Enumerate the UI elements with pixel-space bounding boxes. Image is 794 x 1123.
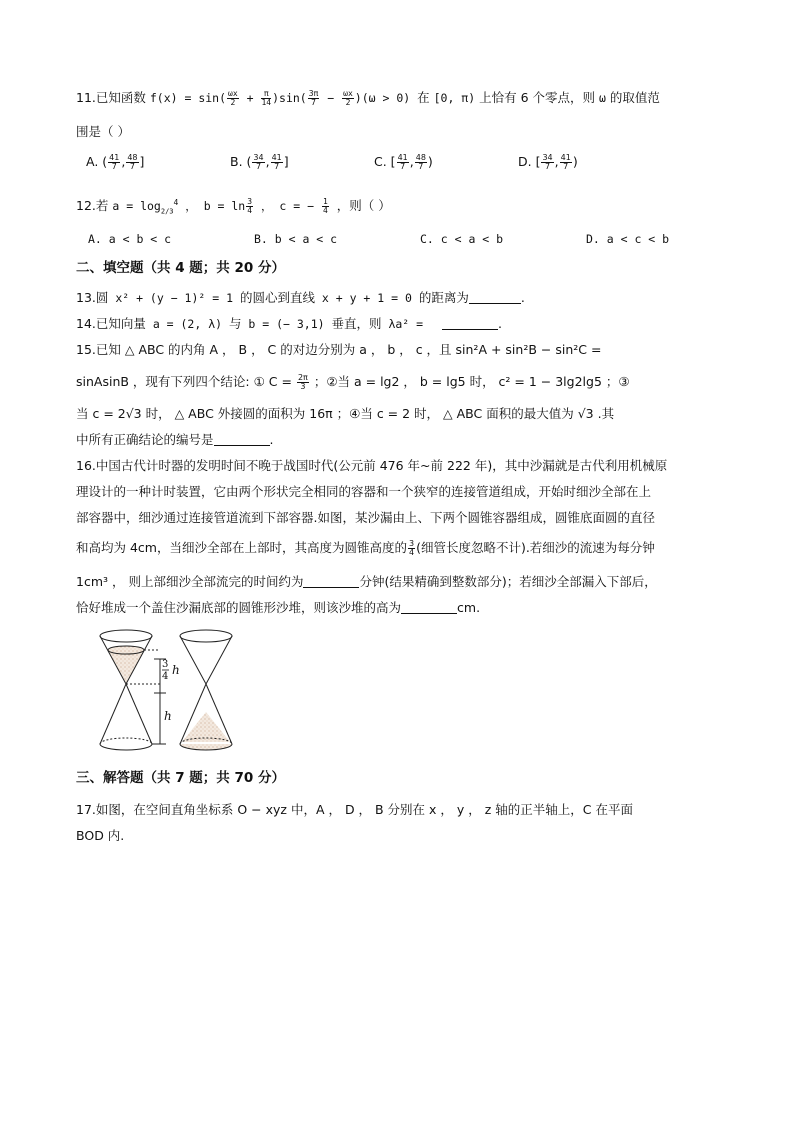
q12-option-d[interactable]: D. a < c < b xyxy=(586,232,670,246)
q11-function: f(x) = sin( $\frac{\omega x}{2}$ + $\frac{\pi}{14}$ )sin( $\frac{3\pi}{7}$ − $\frac{\omega x}{2}$ )(ω > 0) xyxy=(149,89,411,107)
section-fill-in-heading: 二、填空题（共 4 题；共 20 分） xyxy=(76,260,285,276)
q12-expressions: $a = \log_{2/3}^4$ ， b = ln $\frac{3}{4}$ ， c = − $\frac{1}{4}$ xyxy=(112,197,328,216)
answer-blank[interactable] xyxy=(214,433,270,446)
left-hourglass xyxy=(100,630,152,750)
q17-line2: BOD 内. xyxy=(76,828,125,843)
answer-blank[interactable] xyxy=(401,601,457,614)
q15-line4: 中所有正确结论的编号是 . xyxy=(76,432,274,447)
q12-option-b[interactable]: B. b < a < c xyxy=(254,232,338,246)
q15-line3: 当 c = 2√3 时， △ ABC 外接圆的面积为 16π ；④当 c = 2 时， △ ABC 面积的最大值为 √3 .其 xyxy=(76,406,615,421)
right-hourglass xyxy=(180,630,232,750)
frac: $\frac{\pi}{14}$ xyxy=(261,89,272,107)
q16-line6: 恰好堆成一个盖住沙漏底部的圆锥形沙堆，则该沙堆的高为 cm. xyxy=(76,600,481,615)
q11-option-d[interactable]: D. [ $\frac{34}{7}$ , $\frac{41}{7}$ ) xyxy=(518,153,578,171)
q15-line2: sinAsinB ，现有下列四个结论: ① C = $\frac{2\pi}{3}$ ；②当 a = lg2 ， b = lg5 时， c² = 1 − 3lg2lg5 ；③ xyxy=(76,373,630,391)
q16-line2: 理设计的一种计时装置，它由两个形状完全相同的容器和一个狭窄的连接管道组成，开始时细沙全部在上 xyxy=(76,484,652,499)
q15-line1: 15.已知 △ ABC 的内角 A ， B ， C 的对边分别为 a ， b ， c ，且 sin²A + sin²B − sin²C = xyxy=(76,342,602,357)
q11-option-b[interactable]: B. ( $\frac{34}{7}$ , $\frac{41}{7}$ ] xyxy=(230,153,289,171)
q12-option-a[interactable]: A. a < b < c xyxy=(88,232,172,246)
q16-line4: 和高均为 4cm，当细沙全部在上部时，其高度为圆锥高度的 $\frac{3}{4}$ (细管长度忽略不计).若细沙的流速为每分钟 xyxy=(76,539,655,557)
q11-option-c[interactable]: C. [ $\frac{41}{7}$ , $\frac{48}{7}$ ) xyxy=(374,153,433,171)
lower-sand-pile xyxy=(182,712,230,742)
frac: $\frac{3\pi}{7}$ xyxy=(308,89,319,107)
fig-frac-den: 4 xyxy=(162,671,169,682)
q17-line1: 17.如图，在空间直角坐标系 O − xyz 中，A ， D ， B 分别在 x ， y ， z 轴的正半轴上，C 在平面 xyxy=(76,802,633,817)
answer-blank[interactable] xyxy=(442,317,498,330)
frac: $\frac{\omega x}{2}$ xyxy=(228,89,238,107)
q11-option-a[interactable]: A. ( $\frac{41}{7}$ , $\frac{48}{7}$ ] xyxy=(86,153,145,171)
answer-blank[interactable] xyxy=(469,291,521,304)
fig-frac-num: 3 xyxy=(162,659,169,670)
q16-line3: 部容器中，细沙通过连接管道流到下部容器.如图，某沙漏由上、下两个圆锥容器组成，圆锥底面圆的直径 xyxy=(76,510,655,525)
q11-intro: 11.已知函数 xyxy=(76,90,146,105)
upper-sand xyxy=(108,650,144,684)
q16-line5: 1cm³ ， 则上部细沙全部流完的时间约为 分钟(结果精确到整数部分)；若细沙全部漏入下部后， xyxy=(76,574,657,589)
q12-option-c[interactable]: C. c < a < b xyxy=(420,232,504,246)
answer-blank[interactable] xyxy=(303,575,359,588)
fig-h-label-upper: h xyxy=(172,663,180,677)
q11-line2: 围是（ ） xyxy=(76,124,130,139)
q14: 14.已知向量 a = (2, λ) 与 b = (− 3,1) 垂直，则 λa² = . xyxy=(76,316,502,331)
q16-line1: 16.中国古代计时器的发明时间不晚于战国时代(公元前 476 年~前 222 年)，其中沙漏就是古代利用机械原 xyxy=(76,458,668,473)
section-solution-heading: 三、解答题（共 7 题；共 70 分） xyxy=(76,770,285,786)
fig-h-label-lower: h xyxy=(164,709,172,723)
q12-line1: 12.若 $a = \log_{2/3}^4$ ， b = ln $\frac{3}{4}$ ， c = − $\frac{1}{4}$ ，则（ ） xyxy=(76,197,391,216)
q13: 13.圆 x² + (y − 1)² = 1 的圆心到直线 x + y + 1 = 0 的距离为 . xyxy=(76,290,525,305)
q11-line1: 11.已知函数 f(x) = sin( $\frac{\omega x}{2}$ + $\frac{\pi}{14}$ )sin( $\frac{3\pi}{7}$ − $\frac{\omega x}{2}$ )(ω > 0) 在 [0, π) 上恰有 6 个零点，则 ω 的取值范 xyxy=(76,89,660,107)
hourglass-figure xyxy=(96,626,246,758)
frac: $\frac{\omega x}{2}$ xyxy=(343,89,353,107)
